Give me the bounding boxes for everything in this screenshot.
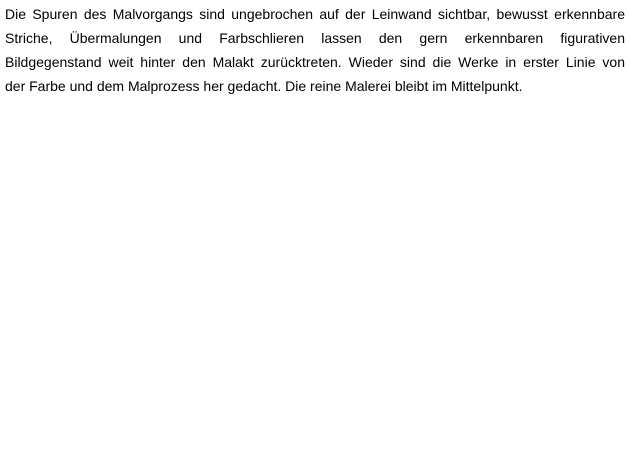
body-paragraph bbox=[5, 2, 625, 98]
text-line: Die Spuren des Malvorgangs sind ungebrochen auf der Leinwand sichtbar, bewusst erkennbare bbox=[5, 6, 625, 22]
text-line: Bildgegenstand weit hinter den Malakt zurücktreten. Wieder sind die Werke in erster Linie von bbox=[5, 54, 625, 70]
text-line: der Farbe und dem Malprozess her gedacht. Die reine Malerei bleibt im Mittelpunkt. bbox=[5, 78, 523, 94]
text-line: Striche, Übermalungen und Farbschlieren lassen den gern erkennbaren figurativen bbox=[5, 30, 625, 46]
